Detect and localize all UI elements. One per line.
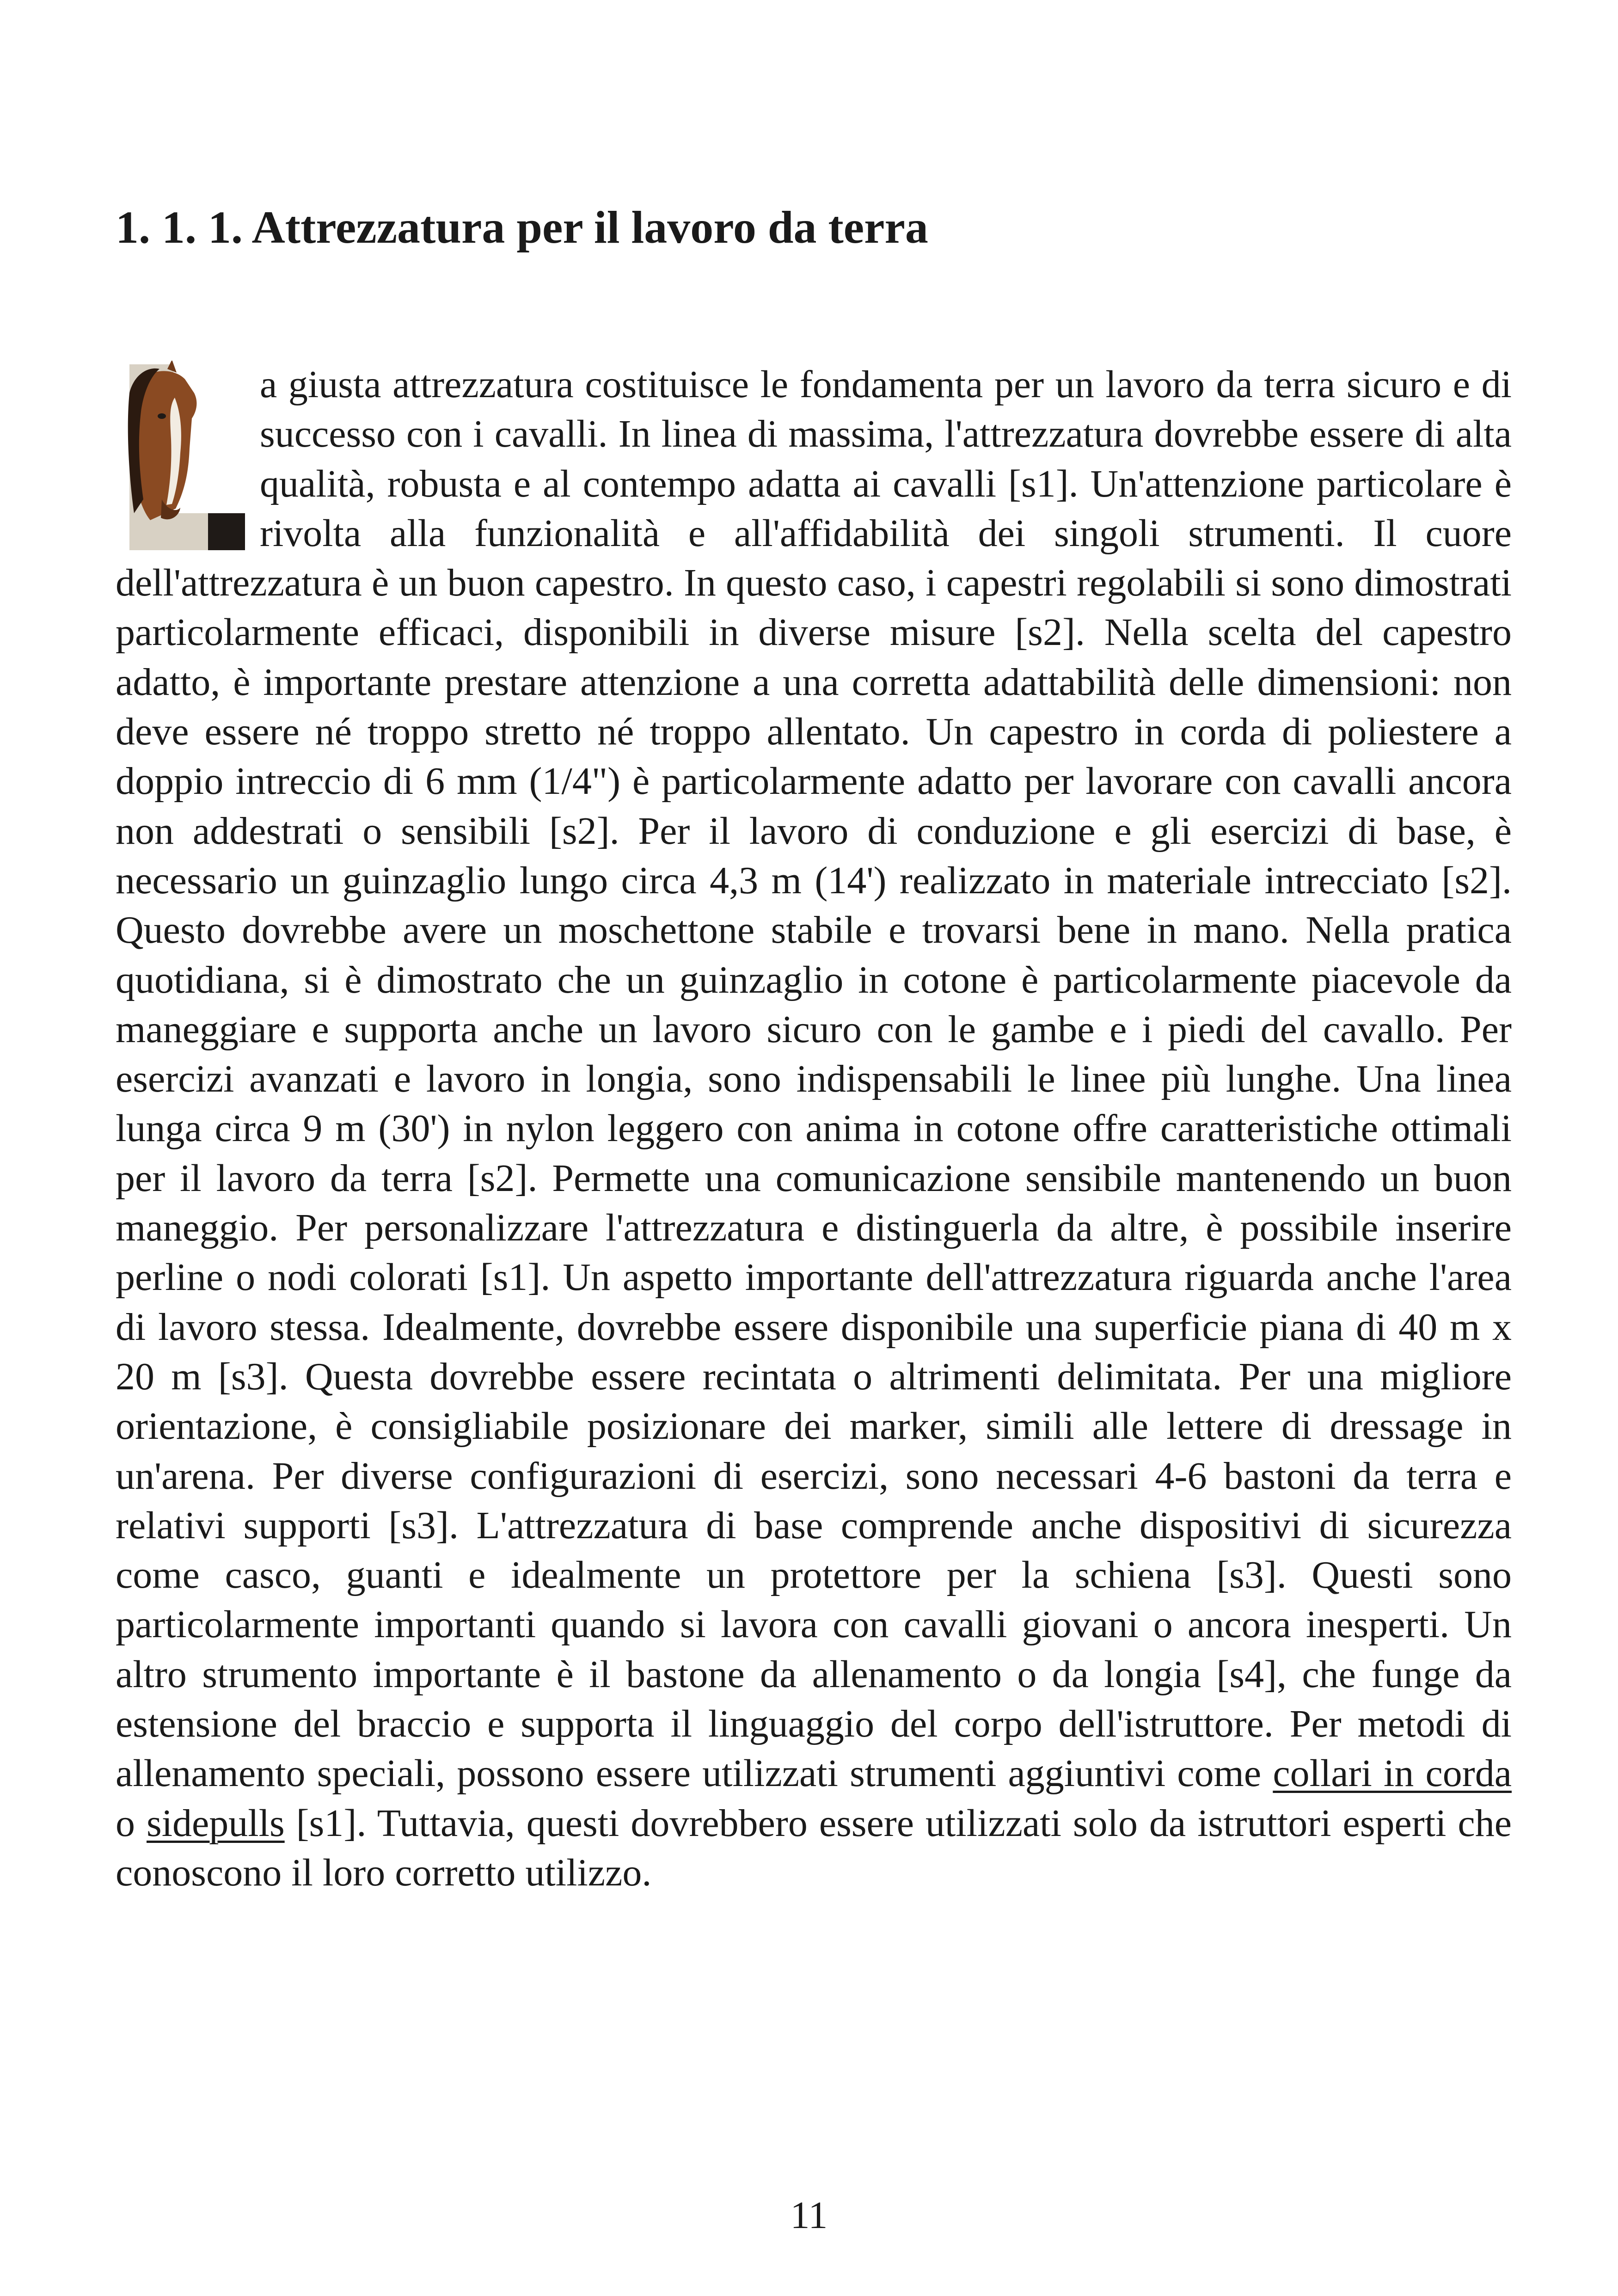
body-text-end: [s1]. Tuttavia, questi dovrebbero essere utilizzati solo da istruttori esperti che conoscono il loro corretto utilizzo. [116,1801,1512,1894]
horse-head-dropcap-icon [116,361,246,553]
horse-eye [158,413,166,419]
body-text-connector: o [116,1801,147,1845]
body-paragraph [116,360,1512,1897]
link-sidepulls[interactable]: sidepulls [147,1801,285,1845]
section-heading: 1. 1. 1. Attrezzatura per il lavoro da terra [116,202,928,253]
page-number: 11 [790,2194,828,2237]
link-collari-in-corda[interactable]: collari in corda [1273,1752,1512,1795]
dropcap-dark-block [208,513,245,550]
body-text-run: a giusta attrezzatura costituisce le fondamenta per un lavoro da terra sicuro e di successo con i cavalli. In linea di massima, l'attrezzatura dovrebbe essere di alta qualità, robusta e al contempo adatta ai cavalli [s1]. Un'attenzione particolare è rivolta alla funzionalità e all'affidabilità dei singoli strumenti. Il cuore dell'attrezzatura è un buon capestro. In questo caso, i capestri regolabili si sono dimostrati particolarmente efficaci, disponibili in diverse misure [s2]. Nella scelta del capestro adatto, è importante prestare attenzione a una corretta adattabilità delle dimensioni: non deve essere né troppo stretto né troppo allentato. Un capestro in corda di poliestere a doppio intreccio di 6 mm (1/4") è particolarmente adatto per lavorare con cavalli ancora non addestrati o sensibili [s2]. Per il lavoro di conduzione e gli esercizi di base, è necessario un guinzaglio lungo circa 4,3 m (14') realizzato in materiale intrecciato [s2]. Questo dovrebbe avere un moschettone stabile e trovarsi bene in mano. Nella pratica quotidiana, si è dimostrato che un guinzaglio in cotone è particolarmente piacevole da maneggiare e supporta anche un lavoro sicuro con le gambe e i piedi del cavallo. Per esercizi avanzati e lavoro in longia, sono indispensabili le linee più lunghe. Una linea lunga circa 9 m (30') in nylon leggero con anima in cotone offre caratteristiche ottimali per il lavoro da terra [s2]. Permette una comunicazione sensibile mantenendo un buon maneggio. Per personalizzare l'attrezzatura e distinguerla da altre, è possibile inserire perline o nodi colorati [s1]. Un aspetto importante dell'attrezzatura riguarda anche l'area di lavoro stessa. Idealmente, dovrebbe essere disponibile una superficie piana di 40 m x 20 m [s3]. Questa dovrebbe essere recintata o altrimenti delimitata. Per una migliore orientazione, è consigliabile posizionare dei marker, simili alle lettere di dressage in un'arena. Per diverse configurazioni di esercizi, sono necessari 4-6 bastoni da terra e relativi supporti [s3]. L'attrezzatura di base comprende anche dispositivi di sicurezza come casco, guanti e idealmente un protettore per la schiena [s3]. Questi sono particolarmente importanti quando si lavora con cavalli giovani o ancora inesperti. Un altro strumento importante è il bastone da allenamento o da longia [s4], che funge da estensione del braccio e supporta il linguaggio del corpo dell'istruttore. Per metodi di allenamento speciali, possono essere utilizzati strumenti aggiuntivi come [116,363,1512,1795]
